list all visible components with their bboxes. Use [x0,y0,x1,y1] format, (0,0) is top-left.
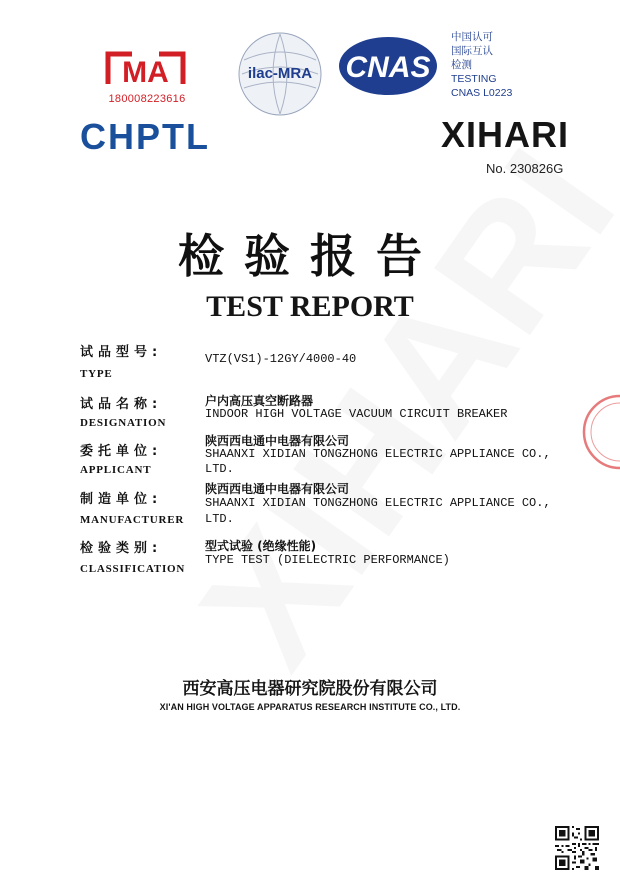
label-type-en: TYPE [80,368,113,380]
ilac-mra-logo [236,30,324,118]
value-designation-cn: 户内高压真空断路器 [205,394,314,408]
label-classification-en: CLASSIFICATION [80,563,186,575]
label-designation-en: DESIGNATION [80,417,167,429]
value-manufacturer-en-line1: SHAANXI XIDIAN TONGZHONG ELECTRIC APPLIANCE CO., [205,496,551,510]
label-applicant-en: APPLICANT [80,464,152,476]
cnas-text: CNAS [345,51,431,84]
value-applicant-en-line2: LTD. [205,462,234,476]
label-designation-cn: 试品名称: [80,397,163,412]
report-number: No. 230826G [486,161,564,176]
ma-number: 180008223616 [108,93,186,105]
xihari-logo: XIHARI [441,114,570,155]
cnas-info-line: CNAS L0223 [451,87,513,99]
label-manufacturer-en: MANUFACTURER [80,514,185,526]
qr-code-icon [555,826,599,870]
value-classification-cn: 型式试验 (绝缘性能) [205,539,317,553]
cnas-info-line: 国际互认 [451,45,493,57]
value-applicant-cn: 陕西西电通中电器有限公司 [205,434,350,448]
ilac-text: ilac-MRA [247,65,313,82]
value-type: VTZ(VS1)-12GY/4000-40 [205,352,357,366]
value-designation-en: INDOOR HIGH VOLTAGE VACUUM CIRCUIT BREAKER [205,407,508,421]
institute-name-en: XI'AN HIGH VOLTAGE APPARATUS RESEARCH INSTITUTE CO., LTD. [159,702,461,712]
title-chinese: 检验报告 [178,229,442,283]
red-seal-stamp [572,392,620,472]
value-classification-en: TYPE TEST (DIELECTRIC PERFORMANCE) [205,553,450,567]
cnas-logo [336,32,440,98]
cnas-accreditation-info [451,30,571,100]
label-manufacturer-cn: 制造单位: [80,492,163,507]
label-type-cn: 试品型号: [80,345,163,360]
cnas-info-line: TESTING [451,73,497,85]
cnas-info-line: 中国认可 [451,31,493,43]
chptl-logo: CHPTL [80,116,210,157]
institute-name-cn: 西安高压电器研究院股份有限公司 [182,679,438,699]
value-manufacturer-cn: 陕西西电通中电器有限公司 [205,482,350,496]
ma-text: MA [122,56,169,89]
value-applicant-en-line1: SHAANXI XIDIAN TONGZHONG ELECTRIC APPLIANCE CO., [205,447,551,461]
label-applicant-cn: 委托单位: [80,444,163,459]
cnas-info-line: 检测 [451,59,472,71]
title-english: TEST REPORT [206,290,414,323]
value-manufacturer-en-line2: LTD. [205,512,234,526]
label-classification-cn: 检验类别: [80,541,163,556]
